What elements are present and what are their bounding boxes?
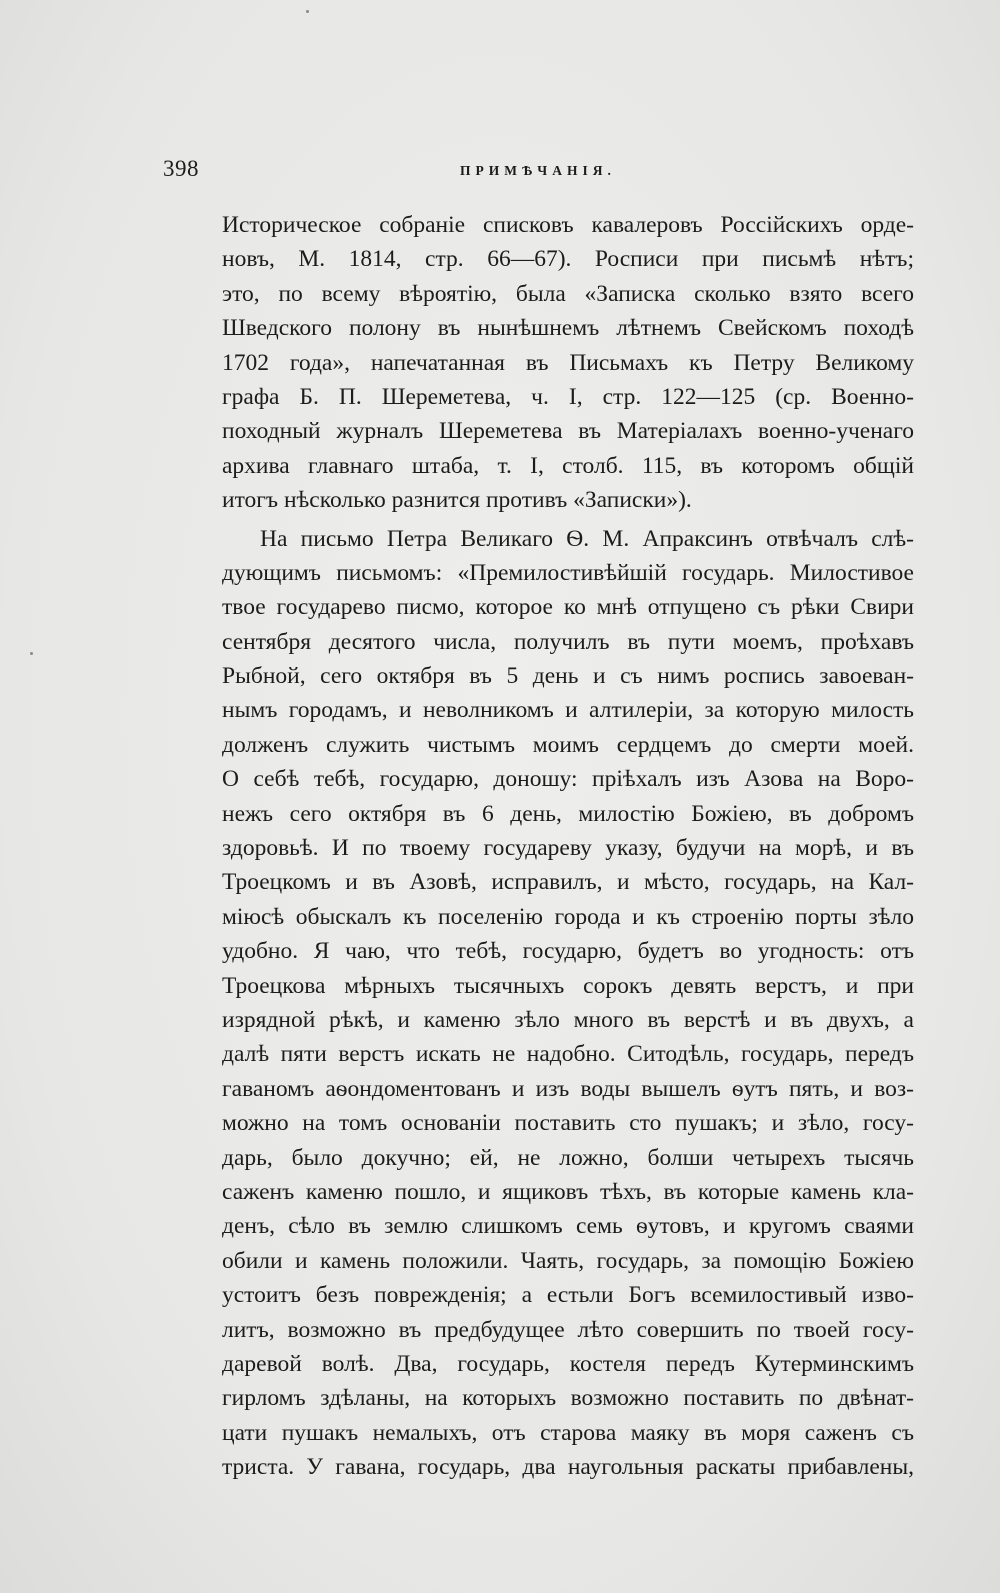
- text-line: Троецкомъ и въ Азовѣ, исправилъ, и мѣсто, государь, на Кал-: [222, 869, 914, 896]
- text-line: новъ, М. 1814, стр. 66—67). Росписи при письмѣ нѣтъ;: [222, 246, 914, 273]
- text-line: Рыбной, сего октября въ 5 день и съ нимъ роспись завоеван-: [222, 663, 914, 690]
- text-line: сентября десятого числа, получилъ въ пути моемъ, проѣхавъ: [222, 628, 914, 655]
- text-line: триста. У гавана, государь, два наугольныя раскаты прибавлены,: [222, 1454, 914, 1481]
- text-line: цати пушакъ немалыхъ, отъ старова маяку въ моря саженъ съ: [222, 1419, 914, 1446]
- text-line: Троецкова мѣрныхъ тысячныхъ сорокъ девять верстъ, и при: [222, 972, 914, 999]
- text-line: изрядной рѣкѣ, и каменю зѣло много въ верстѣ и въ двухъ, а: [222, 1006, 914, 1033]
- text-line: удобно. Я чаю, что тебѣ, государю, будетъ во угодность: отъ: [222, 938, 914, 965]
- text-line: итогъ нѣсколько разнится противъ «Записки»).: [222, 487, 692, 514]
- running-head: ПРИМѢЧАНІЯ.: [460, 163, 616, 178]
- paragraph: [222, 522, 914, 1485]
- text-line: дарь, было докучно; ей, не ложно, болши четырехъ тысячь: [222, 1144, 914, 1171]
- scan-speck: [306, 10, 309, 13]
- text-line: можно на томъ основаніи поставить сто пушакъ; и зѣло, госу-: [222, 1110, 914, 1137]
- text-line: походный журналъ Шереметева въ Матеріалахъ военно-ученаго: [222, 418, 914, 445]
- text-line: дующимъ письмомъ: «Премилостивѣйшій государь. Милостивое: [222, 559, 914, 586]
- text-line: денъ, сѣло въ землю слишкомъ семь ѳутовъ, и кругомъ сваями: [222, 1213, 914, 1240]
- text-line: Историческое собраніе списковъ кавалеровъ Россійскихъ орде-: [222, 212, 914, 238]
- body-text: [222, 208, 914, 1484]
- text-line: это, по всему вѣроятію, была «Записка сколько взято всего: [222, 280, 914, 307]
- text-line: нежъ сего октября въ 6 день, милостію Божіею, въ добромъ: [222, 800, 914, 827]
- text-line: міюсѣ обыскалъ къ поселенію города и къ строенію порты зѣло: [222, 903, 914, 930]
- text-line: графа Б. П. Шереметева, ч. І, стр. 122—125 (ср. Военно-: [222, 383, 914, 410]
- text-line: гирломъ здѣланы, на которыхъ возможно поставить по двѣнат-: [222, 1385, 914, 1412]
- text-line: долженъ служить чистымъ моимъ сердцемъ до смерти моей.: [222, 731, 914, 758]
- text-line: литъ, возможно въ предбудущее лѣто совершить по твоей госу-: [222, 1316, 914, 1343]
- text-line: саженъ каменю пошло, и ящиковъ тѣхъ, въ которые камень кла-: [222, 1178, 914, 1205]
- text-line: далѣ пяти верстъ искать не надобно. Ситодѣль, государь, передъ: [222, 1041, 914, 1068]
- text-line: твое государево писмо, которое ко мнѣ отпущено съ рѣки Свири: [222, 594, 914, 621]
- text-line: обили и камень положили. Чаять, государь, за помощію Божіею: [222, 1247, 914, 1274]
- text-line: О себѣ тебѣ, государю, доношу: пріѣхалъ изъ Азова на Воро-: [222, 766, 914, 793]
- text-line: 1702 года», напечатанная въ Письмахъ къ Петру Великому: [222, 349, 914, 376]
- text-line: нымъ городамъ, и неволникомъ и алтилеріи, за которую милость: [222, 697, 914, 724]
- page-header: [0, 156, 1000, 190]
- text-line: здоровьѣ. И по твоему государеву указу, будучи на морѣ, и въ: [222, 835, 914, 862]
- text-line: На письмо Петра Великаго Ѳ. М. Апраксинъ отвѣчалъ слѣ-: [260, 525, 914, 552]
- page-number: 398: [163, 156, 199, 181]
- text-line: архива главнаго штаба, т. І, столб. 115, въ которомъ общій: [222, 452, 914, 479]
- paragraph: [222, 208, 914, 518]
- scan-speck: [30, 652, 33, 655]
- text-line: даревой волѣ. Два, государь, костеля передъ Кутерминскимъ: [222, 1350, 914, 1377]
- text-line: устоитъ безъ поврежденія; а естьли Богъ всемилостивый изво-: [222, 1282, 914, 1309]
- text-line: Шведского полону въ нынѣшнемъ лѣтнемъ Свейскомъ походѣ: [222, 315, 914, 342]
- text-line: гаваномъ аѳондоментованъ и изъ воды вышелъ ѳутъ пять, и воз-: [222, 1075, 914, 1102]
